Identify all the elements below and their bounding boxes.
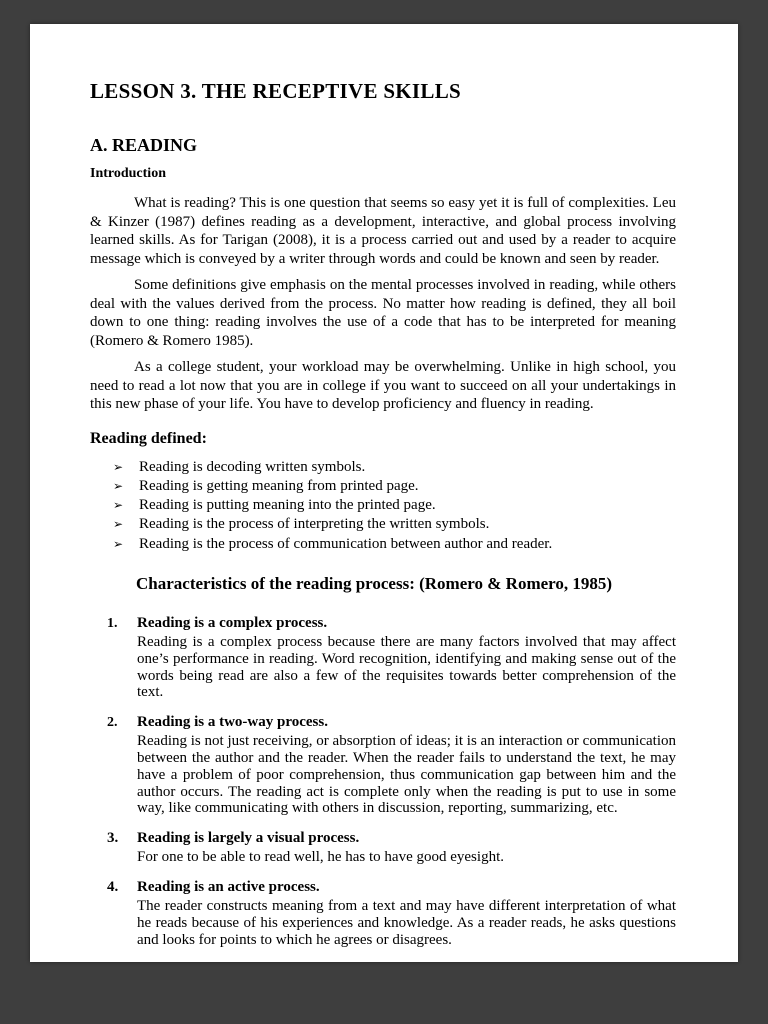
numbered-item (107, 615, 676, 701)
list-item (113, 515, 676, 534)
item-body: Reading is not just receiving, or absorption of ideas; it is an interaction or communication between the author and the reader. When the reader fails to understand the text, he may have a problem of poor comprehension, thus communication gap between him and the author occurs. The reading act is complete only when the reading is put to use in some way, like communicating with others in discussion, reporting, summarizing, etc. (137, 733, 676, 817)
numbered-item (107, 830, 676, 866)
arrow-bullet-icon: ➢ (113, 478, 124, 493)
item-content (137, 714, 676, 817)
item-heading: Reading is a complex process. (137, 614, 328, 631)
list-item-text: Reading is the process of communication between author and reader. (139, 535, 553, 552)
intro-paragraph-2: Some definitions give emphasis on the mental processes involved in reading, while others deal with the values derived from the process. No matter how reading is defined, they all boil down to one thing: reading involves the use of a code that has to be interpreted for meaning (Romero & Romero 1985). (90, 277, 676, 349)
item-heading: Reading is an active process. (137, 878, 320, 895)
list-item-text: Reading is getting meaning from printed page. (139, 477, 419, 494)
item-body: Reading is a complex process because there are many factors involved that may affect one’s performance in reading. Word recognition, identifying and making sense out of the words being read are also a few of the requisites towards better comprehension of the text. (137, 633, 676, 701)
arrow-bullet-icon: ➢ (113, 517, 124, 532)
arrow-bullet-icon: ➢ (113, 498, 124, 513)
item-heading: Reading is largely a visual process. (137, 830, 360, 847)
numbered-item (107, 879, 676, 948)
reading-defined-list (90, 458, 676, 554)
item-number: 4. (107, 878, 119, 895)
item-content (137, 615, 676, 701)
arrow-bullet-icon: ➢ (113, 459, 124, 474)
item-number: 3. (107, 830, 119, 847)
intro-paragraph-1: What is reading? This is one question that seems so easy yet it is full of complexities. Leu & Kinzer (1987) defines reading as a development, interactive, and global process involving learned skills. As for Tarigan (2008), it is a process carried out and used by a reader to acquire message which is conveyed by a writer through words and could be known and seen by reader. (90, 195, 676, 267)
item-content (137, 879, 676, 948)
item-number: 2. (107, 715, 118, 731)
list-item-text: Reading is decoding written symbols. (139, 458, 366, 475)
numbered-item (107, 714, 676, 817)
document-page (30, 24, 738, 962)
item-body: The reader constructs meaning from a text and may have different interpretation of what he reads because of his experiences and knowledge. As a reader reads, he asks questions and looks for points to which he agrees or disagrees. (137, 897, 676, 948)
arrow-bullet-icon: ➢ (113, 536, 124, 551)
list-item (113, 496, 676, 515)
characteristics-heading: Characteristics of the reading process: (Romero & Romero, 1985) (136, 573, 613, 593)
item-body: For one to be able to read well, he has to have good eyesight. (137, 849, 504, 866)
list-item (113, 477, 676, 496)
list-item (113, 535, 676, 554)
introduction-heading: Introduction (90, 166, 166, 181)
list-item-text: Reading is the process of interpreting the written symbols. (139, 516, 490, 533)
intro-paragraph-3: As a college student, your workload may be overwhelming. Unlike in high school, you need to read a lot now that you are in college if you want to succeed on all your undertakings in this new phase of your life. You have to develop proficiency and fluency in reading. (90, 359, 676, 412)
item-heading: Reading is a two-way process. (137, 714, 328, 731)
lesson-title: LESSON 3. THE RECEPTIVE SKILLS (90, 79, 461, 103)
section-a-heading: A. READING (90, 135, 198, 155)
reading-defined-heading: Reading defined: (90, 429, 207, 447)
characteristics-list (90, 615, 676, 948)
list-item (113, 458, 676, 477)
item-number: 1. (107, 615, 118, 631)
item-content (137, 830, 676, 866)
list-item-text: Reading is putting meaning into the printed page. (139, 497, 436, 514)
